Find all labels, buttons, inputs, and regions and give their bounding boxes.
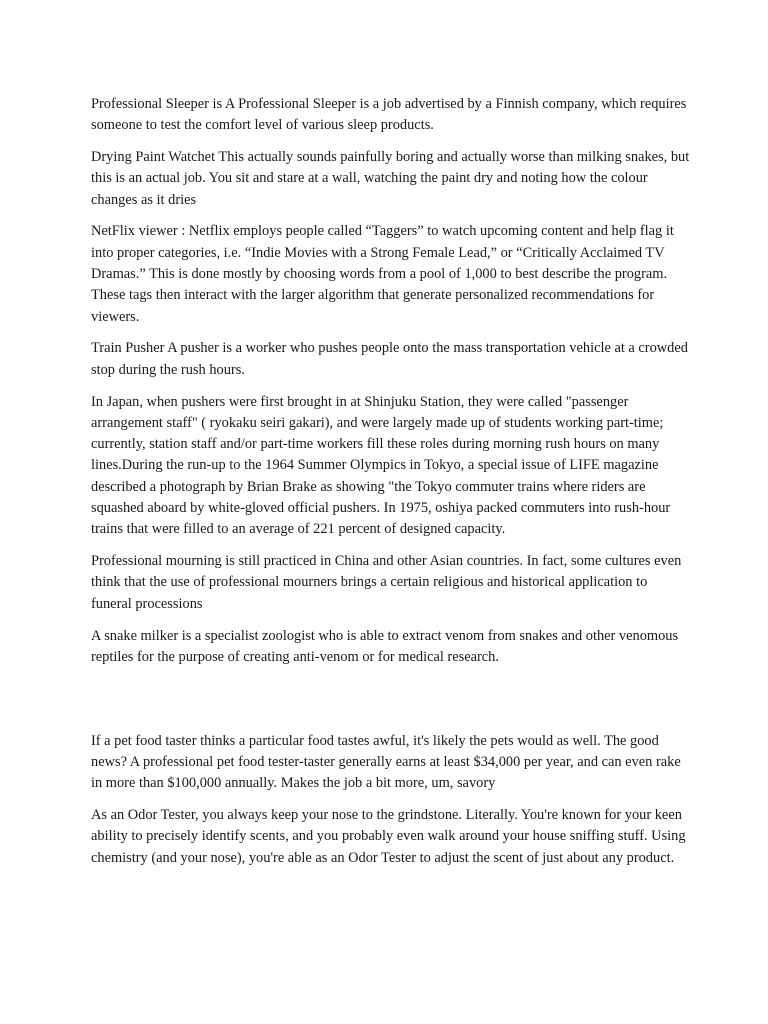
- paragraph-japan-pushers: In Japan, when pushers were first brought in at Shinjuku Station, they were called "passenger arrangement staff" ( ryokaku seiri gakari), and were largely made up of students working part-time; currently, station staff and/or part-time workers fill these roles during morning rush hours on many lines.During the run-up to the 1964 Summer Olympics in Tokyo, a special issue of LIFE magazine described a photograph by Brian Brake as showing "the Tokyo commuter trains where riders are squashed aboard by white-gloved official pushers. In 1975, oshiya packed commuters into rush-hour trains that were filled to an average of 221 percent of designed capacity.: [91, 393, 671, 538]
- paragraph-professional-sleeper: Professional Sleeper is A Professional Sleeper is a job advertised by a Finnish company, which requires someone to test the comfort level of various sleep products.: [91, 96, 687, 134]
- blank-space: [91, 679, 691, 731]
- paragraph-netflix-viewer: NetFlix viewer : Netflix employs people called “Taggers” to watch upcoming content and help flag it into proper categories, i.e. “Indie Movies with a Strong Female Lead,” or “Critically Acclaimed TV Dramas.” This is done mostly by choosing words from a pool of 1,000 to best describe the program. These tags then interact with the larger algorithm that generate personalized recommendations for viewers.: [91, 223, 674, 325]
- paragraph-pet-food-taster: If a pet food taster thinks a particular food tastes awful, it's likely the pets would as well. The good news? A professional pet food tester-taster generally earns at least $34,000 per year, and can even rake in more than $100,000 annually. Makes the job a bit more, um, savory: [91, 732, 681, 792]
- paragraph-odor-tester: As an Odor Tester, you always keep your nose to the grindstone. Literally. You're known for your keen ability to precisely identify scents, and you probably even walk around your house sniffing stuff. Using chemistry (and your nose), you're able as an Odor Tester to adjust the scent of just about any product.: [91, 807, 686, 866]
- paragraph-professional-mourning: Professional mourning is still practiced in China and other Asian countries. In fact, some cultures even think that the use of professional mourners brings a certain religious and historical application to funeral processions: [91, 553, 682, 612]
- document-page: [91, 94, 691, 879]
- paragraph-drying-paint-watcher: Drying Paint Watchet This actually sounds painfully boring and actually worse than milking snakes, but this is an actual job. You sit and stare at a wall, watching the paint dry and noting how the colour changes as it dries: [91, 149, 690, 208]
- paragraph-snake-milker: A snake milker is a specialist zoologist who is able to extract venom from snakes and other venomous reptiles for the purpose of creating anti-venom or for medical research.: [91, 627, 679, 665]
- paragraph-train-pusher: Train Pusher A pusher is a worker who pushes people onto the mass transportation vehicle at a crowded stop during the rush hours.: [91, 340, 688, 378]
